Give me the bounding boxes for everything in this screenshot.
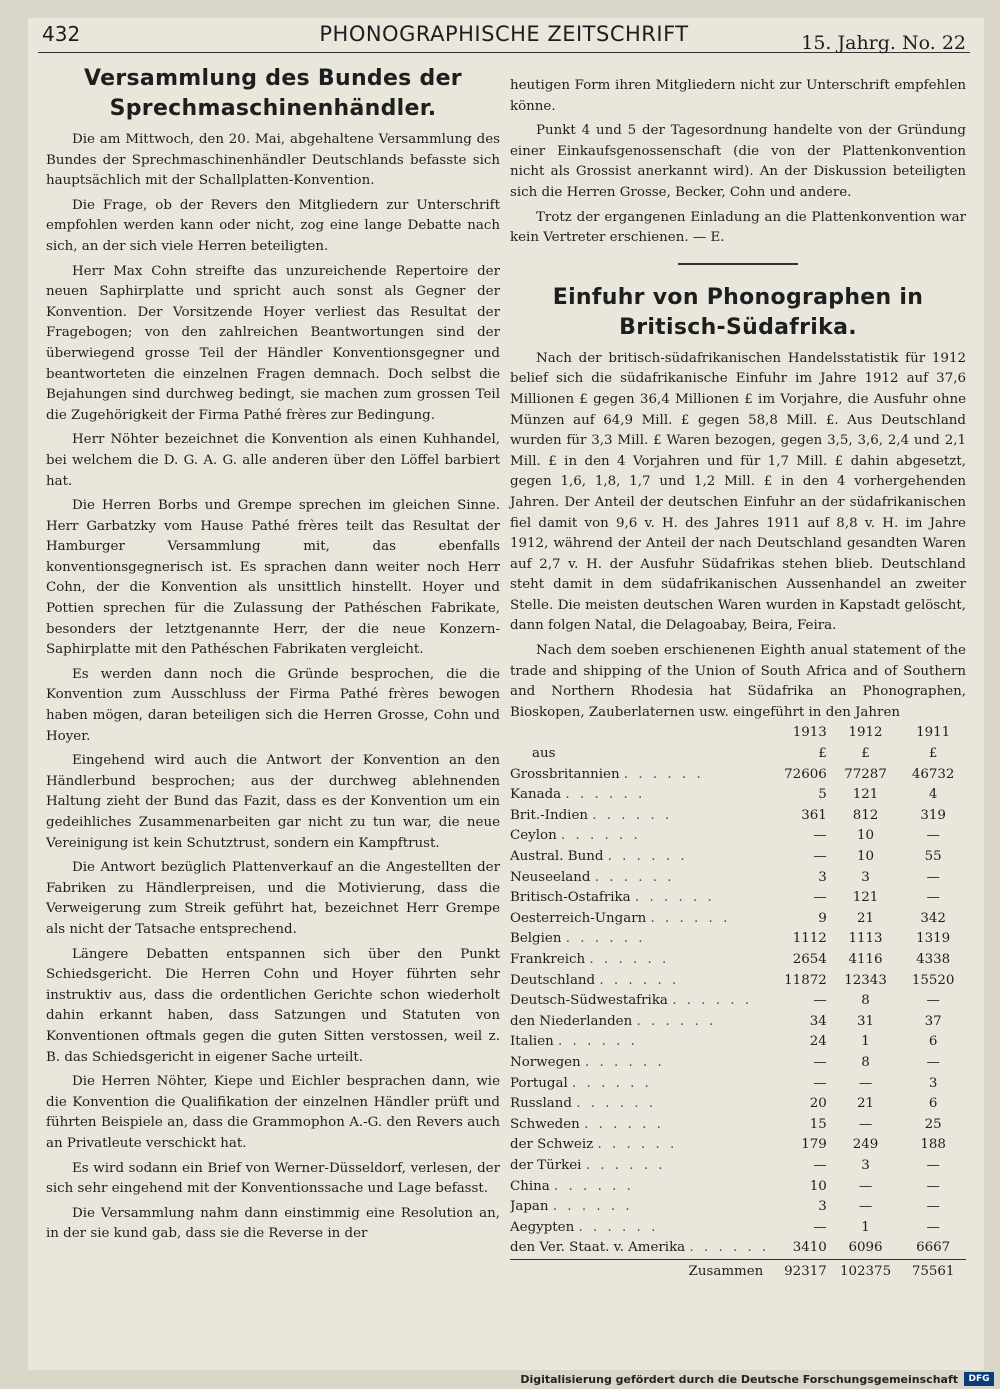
- value-1911: —: [926, 1199, 940, 1215]
- country-name: China: [510, 1178, 550, 1194]
- funding-note: Digitalisierung gefördert durch die Deutsche Forschungsgemeinschaft: [520, 1373, 958, 1386]
- funding-footer: [0, 1370, 1000, 1389]
- value-1911: —: [926, 1054, 940, 1070]
- value-1911: 55: [924, 849, 942, 864]
- value-1911: 6: [928, 1034, 938, 1050]
- value-1911: —: [926, 1178, 940, 1194]
- total-label: Zusammen: [688, 1263, 764, 1279]
- value-1913: —: [813, 1157, 827, 1173]
- country-name: Grossbritannien: [510, 766, 620, 782]
- country-name: der Türkei: [510, 1157, 582, 1173]
- table-row: [510, 991, 966, 1012]
- article1-paragraph: Herr Max Cohn streifte das unzureichende Repertoire der neuen Saphirplatte und spricht auch sonst als Gegner der Konvention. Der Vorsitzende Hoyer verliest das Resultat der Fragebogen; von den zahlreichen Beantwortungen sind der überwiegend grosse Teil der Händler Konventionsgegner und beantworteten die einzelnen Fragen demnach. Doch selbst die Bejahungen sind durchweg bedingt, sie machen zum grossen Teil die Zugehörigkeit der Firma Pathé frères zur Bedingung.: [46, 263, 500, 423]
- article1-title-line1: Versammlung des Bundes der: [84, 66, 462, 91]
- table-row: [510, 888, 966, 909]
- table-row: [510, 971, 966, 992]
- value-1911: —: [926, 890, 940, 906]
- currency-1911: £: [928, 746, 938, 762]
- table-row: [510, 826, 966, 847]
- value-1912: 249: [852, 1137, 879, 1153]
- value-1913: 2654: [792, 951, 827, 967]
- country-name: Schweden: [510, 1116, 580, 1132]
- leader-dots: . . . . . .: [597, 1137, 678, 1153]
- table-total-row: [510, 1259, 966, 1282]
- value-1913: 361: [801, 807, 827, 823]
- value-1911: 1319: [916, 931, 951, 947]
- article2-paragraph: Nach der britisch-südafrikanischen Handelsstatistik für 1912 belief sich die südafrikanische Einfuhr im Jahre 1912 auf 37,6 Millionen £ gegen 36,4 Millionen £ im Vorjahre, die Ausfuhr ohne Münzen auf 64,9 Mill. £ gegen 58,8 Mill. £. Aus Deutschland wurden für 3,3 Mill. £ Waren bezogen, gegen 3,5, 3,6, 2,4 und 2,1 Mill. £ in den 4 Vorjahren und für 1,7 Mill. £ dahin abgesetzt, gegen 1,6, 1,8, 1,7 und 1,2 Mill. £ in den 4 vorhergehenden Jahren. Der Anteil der deutschen Einfuhr an der südafrikanischen fiel damit von 9,6 v. H. des Jahres 1911 auf 8,8 v. H. im Jahre 1912, während der Anteil der nach Deutschland gesandten Waren auf 2,7 v. H. der Ausfuhr Südafrikas stehen blieb. Deutschland steht damit in dem südafrikanischen Aussenhandel an zweiter Stelle. Die meisten deutschen Waren wurden in Kapstadt gelöscht, dann folgen Natal, die Delagoabay, Beira, Feira.: [510, 350, 966, 634]
- value-1912: 10: [857, 849, 875, 864]
- value-1913: 1112: [792, 931, 827, 947]
- leader-dots: . . . . . .: [650, 910, 731, 926]
- value-1912: 6096: [848, 1240, 883, 1256]
- article2-title-line2: Britisch-Südafrika.: [619, 314, 857, 340]
- value-1912: 121: [852, 787, 879, 803]
- table-row: [510, 1135, 966, 1156]
- table-row: [510, 1218, 966, 1239]
- value-1913: —: [813, 849, 827, 864]
- value-1911: 4: [928, 787, 938, 803]
- table-row: [510, 785, 966, 806]
- leader-dots: . . . . . .: [560, 828, 641, 844]
- issue-number: 15. Jahrg. No. 22: [801, 32, 966, 54]
- value-1912: 8: [861, 1054, 870, 1070]
- publication-title: PHONOGRAPHISCHE ZEITSCHRIFT: [319, 22, 689, 46]
- country-name: der Schweiz: [510, 1137, 594, 1153]
- value-1912: —: [858, 1116, 873, 1132]
- leader-dots: . . . . . .: [584, 1054, 665, 1070]
- table-row: [510, 929, 966, 950]
- table-row: [510, 847, 966, 868]
- country-name: Italien: [510, 1034, 554, 1050]
- value-1913: 15: [809, 1116, 827, 1132]
- year-1913: 1913: [792, 725, 827, 741]
- country-name: den Ver. Staat. v. Amerika: [510, 1240, 686, 1256]
- year-1912: 1912: [848, 725, 883, 741]
- value-1912: —: [858, 1199, 873, 1215]
- table-row: [510, 1238, 966, 1259]
- value-1913: 72606: [784, 766, 827, 782]
- leader-dots: . . . . . .: [592, 807, 673, 823]
- total-1912: 102375: [831, 1259, 901, 1282]
- table-header-years: [510, 723, 966, 744]
- table-row: [510, 1094, 966, 1115]
- value-1911: —: [926, 993, 940, 1009]
- total-1911: 75561: [900, 1259, 966, 1282]
- leader-dots: . . . . . .: [572, 1075, 652, 1091]
- value-1913: 11872: [784, 972, 827, 988]
- table-row: [510, 868, 966, 889]
- country-name: Norwegen: [510, 1054, 581, 1070]
- table-row: [510, 909, 966, 930]
- value-1913: —: [813, 993, 827, 1009]
- page-number: 432: [42, 22, 81, 46]
- country-name: Aegypten: [510, 1219, 575, 1235]
- leader-dots: . . . . . .: [634, 890, 715, 906]
- value-1913: —: [813, 828, 827, 844]
- value-1913: 3: [818, 1199, 827, 1215]
- value-1913: —: [813, 1054, 827, 1070]
- value-1911: 319: [920, 807, 946, 823]
- year-1911: 1911: [916, 725, 951, 741]
- article1-title: [46, 64, 500, 124]
- table-row: [510, 1115, 966, 1136]
- left-column: [46, 64, 500, 1249]
- leader-dots: . . . . . .: [672, 993, 753, 1009]
- value-1912: 3: [861, 1157, 870, 1173]
- value-1912: 8: [861, 993, 870, 1009]
- table-row: [510, 1053, 966, 1074]
- article1-continuation: heutigen Form ihren Mitgliedern nicht zur Unterschrift empfehlen könne.: [510, 78, 966, 114]
- table-row: [510, 1197, 966, 1218]
- leader-dots: . . . . . .: [558, 1034, 638, 1050]
- newspaper-page: [28, 18, 984, 1370]
- leader-dots: . . . . . .: [576, 1096, 657, 1112]
- country-name: Britisch-Ostafrika: [510, 890, 631, 906]
- article1-paragraph: Es werden dann noch die Gründe besprochen, die die Konvention zum Ausschluss der Firma Pathé frères bewogen haben mögen, daran beteiligen sich die Herren Grosse, Cohn und Hoyer.: [46, 666, 500, 744]
- value-1911: 25: [924, 1116, 942, 1132]
- table-header-currency: [510, 744, 966, 765]
- article1-paragraph: Es wird sodann ein Brief von Werner-Düsseldorf, verlesen, der sich sehr eingehend mit der Konventionssache und Lage befasst.: [46, 1160, 500, 1197]
- value-1913: 24: [809, 1034, 827, 1050]
- import-table: [510, 723, 966, 1282]
- leader-dots: . . . . . .: [578, 1219, 659, 1235]
- value-1913: 20: [809, 1096, 827, 1112]
- leader-dots: . . . . . .: [636, 1013, 717, 1029]
- article1-continuation: Trotz der ergangenen Einladung an die Plattenkonvention war kein Vertreter erschienen. — E.: [510, 209, 966, 246]
- article1-paragraph: Eingehend wird auch die Antwort der Konvention an den Händlerbund besprochen; aus der durchweg ablehnenden Haltung zieht der Bund das Fazit, dass es der Konvention um ein gedeihliches Zusammenarbeiten gar nicht zu tun war, die neue Vereinigung ist kein Schutztrust, sondern ein Kampftrust.: [46, 753, 500, 851]
- country-name: Russland: [510, 1096, 572, 1112]
- value-1913: —: [813, 1219, 827, 1235]
- value-1913: 179: [801, 1137, 827, 1153]
- table-row: [510, 1177, 966, 1198]
- article1-paragraph: Die Versammlung nahm dann einstimmig eine Resolution an, in der sie kund gab, dass sie die Reverse in der: [46, 1205, 500, 1242]
- leader-dots: . . . . . .: [607, 849, 688, 864]
- table-lead: aus: [532, 746, 556, 762]
- article1-paragraph: Die Antwort bezüglich Plattenverkauf an die Angestellten der Fabriken zu Händlerpreisen, und die Motivierung, dass die Verweigerung zum Streik geführt hat, bezeichnet Herr Grempe als nicht der Tatsache entsprechend.: [46, 860, 500, 937]
- article1-paragraph: Längere Debatten entspannen sich über den Punkt Schiedsgericht. Die Herren Cohn und Hoyer führten sehr instruktiv aus, dass die ordentlichen Gerichte schon wiederholt dahin erkannt haben, dass Satzungen und Statuten von Konventionen oftmals gegen die guten Sitten verstossen, weil z. B. das Schiedsgericht in eigener Sache urteilt.: [46, 946, 500, 1065]
- page-header: [38, 20, 970, 53]
- dfg-logo: DFG: [964, 1372, 994, 1386]
- table-row: [510, 1032, 966, 1053]
- value-1911: —: [926, 828, 940, 844]
- value-1912: —: [858, 1075, 873, 1091]
- article1-title-line2: Sprechmaschinenhändler.: [109, 96, 437, 121]
- value-1913: 3410: [792, 1240, 827, 1256]
- country-name: Oesterreich-Ungarn: [510, 910, 647, 926]
- value-1913: —: [813, 890, 827, 906]
- table-row: [510, 1012, 966, 1033]
- article1-paragraph: Die Herren Nöhter, Kiepe und Eichler besprachen dann, wie die Konvention die Qualifikation der einzelnen Händler prüft und führten Beispiele an, dass die Grammophon A.-G. den Revers auch an Privatleute verschickt hat.: [46, 1074, 500, 1151]
- leader-dots: . . . . . .: [594, 869, 675, 885]
- value-1911: 188: [920, 1137, 946, 1153]
- table-row: [510, 806, 966, 827]
- value-1912: 812: [852, 807, 879, 823]
- country-name: Kanada: [510, 787, 562, 803]
- table-row: [510, 765, 966, 786]
- leader-dots: . . . . . .: [599, 972, 680, 988]
- country-name: Belgien: [510, 931, 562, 947]
- value-1911: —: [926, 869, 940, 885]
- article1-paragraph: Die am Mittwoch, den 20. Mai, abgehaltene Versammlung des Bundes der Sprechmaschinenhändler Deutschlands befasste sich hauptsächlich mit der Schallplatten-Konvention.: [46, 132, 500, 189]
- value-1911: 6667: [916, 1240, 951, 1256]
- value-1911: 37: [924, 1013, 942, 1029]
- country-name: Neuseeland: [510, 869, 591, 885]
- right-column: [510, 76, 966, 1282]
- value-1913: 5: [818, 787, 827, 803]
- leader-dots: . . . . . .: [623, 766, 704, 782]
- leader-dots: . . . . . .: [552, 1199, 633, 1215]
- table-row: [510, 1156, 966, 1177]
- article2-title: [510, 283, 966, 343]
- country-name: den Niederlanden: [510, 1013, 633, 1029]
- currency-1913: £: [818, 746, 827, 762]
- table-row: [510, 950, 966, 971]
- value-1911: —: [926, 1157, 940, 1173]
- leader-dots: . . . . . .: [565, 931, 646, 947]
- article1-paragraph: Die Frage, ob der Revers den Mitgliedern zur Unterschrift empfohlen werden kann oder nicht, zog eine lange Debatte nach sich, an der sich viele Herren beteiligten.: [46, 197, 500, 254]
- value-1912: 21: [857, 910, 875, 926]
- country-name: Japan: [510, 1199, 549, 1215]
- value-1912: —: [858, 1178, 873, 1194]
- article1-continuation: Punkt 4 und 5 der Tagesordnung handelte von der Gründung einer Einkaufsgenossenschaft (die von der Plattenkonvention nicht als Grossist anerkannt wird). An der Diskussion beteiligten sich die Herren Grosse, Becker, Cohn und andere.: [510, 123, 966, 200]
- value-1912: 31: [857, 1013, 875, 1029]
- leader-dots: . . . . . .: [689, 1240, 770, 1256]
- value-1912: 3: [861, 869, 870, 885]
- country-name: Deutschland: [510, 972, 596, 988]
- value-1913: 10: [809, 1178, 827, 1194]
- country-name: Ceylon: [510, 828, 557, 844]
- article1-paragraph: Die Herren Borbs und Grempe sprechen im gleichen Sinne. Herr Garbatzky vom Hause Pathé frères teilt das Resultat der Hamburger Versammlung mit, das ebenfalls konventionsgegnerisch ist. Es sprachen dann weiter noch Herr Cohn, der die Konvention als unsittlich hinstellt. Hoyer und Pottien sprechen für die Zulassung der Pathéschen Fabrikate, besonders der letztgenannte Herr, der die neue Konzern-Saphirplatte mit den Pathéschen Fabrikaten vergleicht.: [46, 498, 500, 658]
- value-1911: 6: [928, 1096, 938, 1112]
- article1-paragraph: Herr Nöhter bezeichnet die Konvention als einen Kuhhandel, bei welchem die D. G. A. G. alle anderen über den Löffel barbiert hat.: [46, 432, 500, 489]
- article2-title-line1: Einfuhr von Phonographen in: [552, 284, 924, 310]
- value-1912: 1: [861, 1219, 870, 1235]
- value-1912: 121: [852, 890, 879, 906]
- country-name: Brit.-Indien: [510, 807, 589, 823]
- value-1912: 4116: [848, 951, 883, 967]
- currency-1912: £: [861, 746, 870, 762]
- value-1911: 46732: [911, 766, 955, 782]
- country-name: Austral. Bund: [510, 849, 604, 864]
- value-1911: 3: [928, 1075, 938, 1091]
- value-1913: 3: [818, 869, 827, 885]
- value-1912: 77287: [844, 766, 887, 782]
- country-name: Frankreich: [510, 951, 586, 967]
- article2-paragraph: Nach dem soeben erschienenen Eighth anual statement of the trade and shipping of the Union of South Africa and of Southern and Northern Rhodesia hat Südafrika an Phonographen, Bioskopen, Zauberlaternen usw. eingeführt in den Jahren: [510, 643, 966, 720]
- leader-dots: . . . . . .: [589, 951, 670, 967]
- value-1912: 10: [857, 828, 875, 844]
- value-1912: 12343: [844, 972, 887, 988]
- value-1912: 21: [857, 1096, 875, 1112]
- value-1912: 1: [861, 1034, 870, 1050]
- value-1912: 1113: [848, 931, 883, 947]
- total-1913: 92317: [769, 1259, 831, 1282]
- leader-dots: . . . . . .: [565, 787, 646, 803]
- country-name: Deutsch-Südwestafrika: [510, 993, 668, 1009]
- section-divider: [678, 263, 798, 265]
- leader-dots: . . . . . .: [554, 1178, 634, 1194]
- value-1913: 34: [809, 1013, 827, 1029]
- value-1913: —: [813, 1075, 827, 1091]
- value-1913: 9: [818, 910, 827, 926]
- value-1911: 4338: [916, 951, 951, 967]
- value-1911: —: [926, 1219, 940, 1235]
- table-row: [510, 1074, 966, 1095]
- leader-dots: . . . . . .: [585, 1157, 666, 1173]
- country-name: Portugal: [510, 1075, 568, 1091]
- leader-dots: . . . . . .: [584, 1116, 664, 1132]
- value-1911: 342: [920, 910, 946, 926]
- value-1911: 15520: [911, 972, 955, 988]
